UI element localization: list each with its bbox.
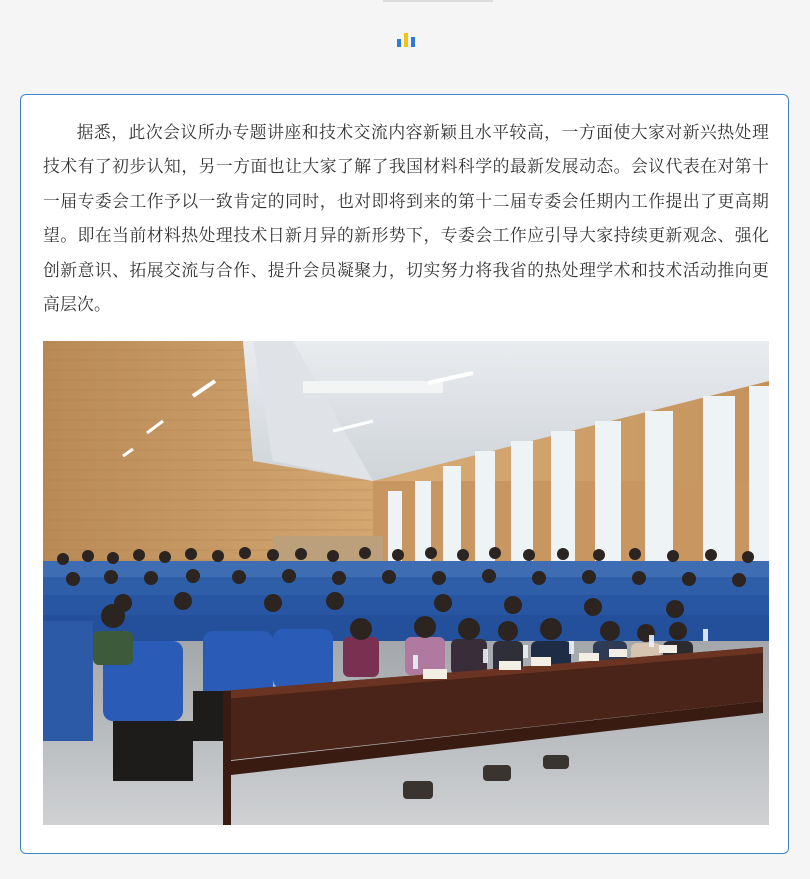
conference-photo <box>43 341 769 825</box>
article-paragraph: 据悉，此次会议所办专题讲座和技术交流内容新颖且水平较高，一方面使大家对新兴热处理技术有了初步认知，另一方面也让大家了解了我国材料科学的最新发展动态。会议代表在对第十一届专委会工作予以一致肯定的同时，也对即将到来的第十二届专委会任期内工作提出了更高期望。即在当前材料热处理技术日新月异的新形势下，专委会工作应引导大家持续更新观念、强化创新意识、拓展交流与合作、提升会员凝聚力，切实努力将我省的热处理学术和技术活动推向更高层次。 <box>43 122 769 315</box>
decoration-bar-left <box>397 39 401 47</box>
section-decoration-icon <box>397 33 417 47</box>
article-card <box>20 94 789 854</box>
decoration-bar-right <box>411 37 415 47</box>
top-divider <box>383 0 493 2</box>
decoration-bar-middle <box>404 33 408 47</box>
